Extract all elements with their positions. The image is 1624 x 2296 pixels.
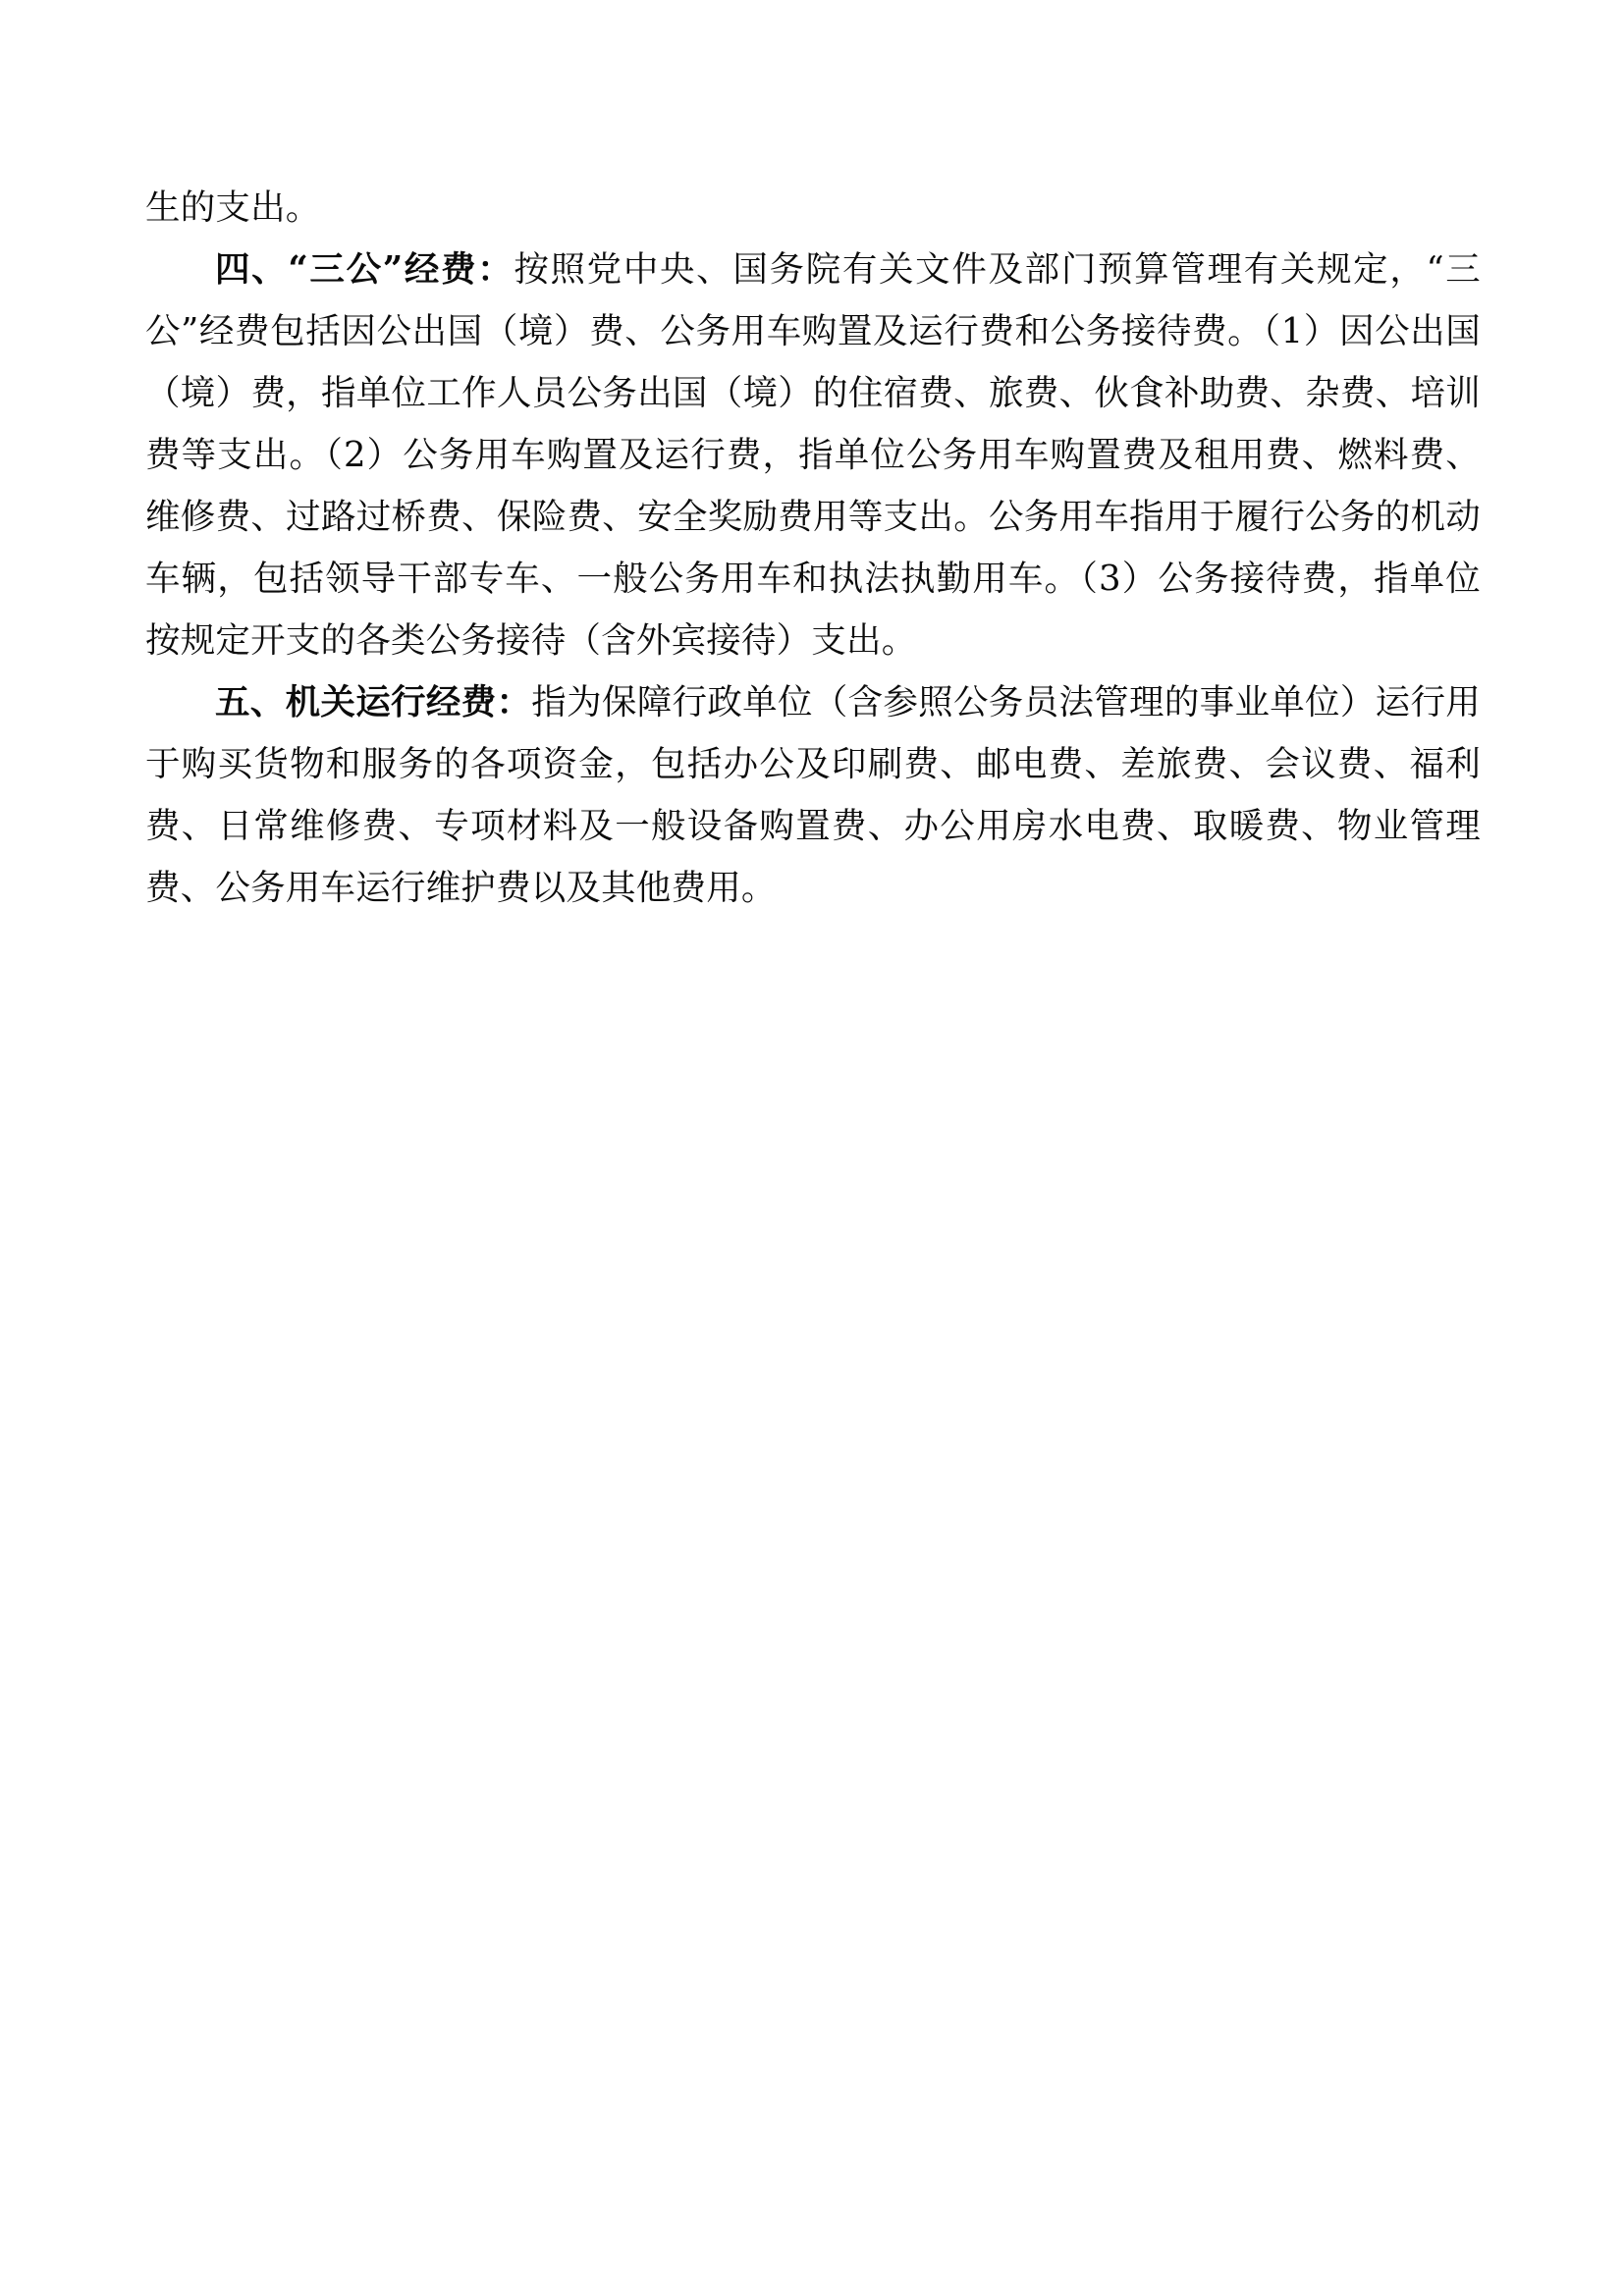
paragraph-lead-label: 四、“三公”经费： (215, 249, 514, 290)
paragraph-text: 生的支出。 (145, 187, 321, 228)
paragraph-continuation (145, 177, 1481, 239)
paragraph-item-four (145, 239, 1481, 671)
paragraph-lead-label: 五、机关运行经费： (215, 682, 532, 722)
paragraph-text: 按照党中央、国务院有关文件及部门预算管理有关规定，“三公”经费包括因公出国（境）费、公务用车购置及运行费和公务接待费。（1）因公出国（境）费，指单位工作人员公务出国（境）的住宿费、旅费、伙食补助费、杂费、培训费等支出。（2）公务用车购置及运行费，指单位公务用车购置费及租用费、燃料费、维修费、过路过桥费、保险费、安全奖励费用等支出。公务用车指用于履行公务的机动车辆，包括领导干部专车、一般公务用车和执法执勤用车。（3）公务接待费，指单位按规定开支的各类公务接待（含外宾接待）支出。 (145, 249, 1481, 661)
document-body (145, 177, 1481, 919)
paragraph-item-five (145, 671, 1481, 919)
paragraph-text: 指为保障行政单位（含参照公务员法管理的事业单位）运行用于购买货物和服务的各项资金，包括办公及印刷费、邮电费、差旅费、会议费、福利费、日常维修费、专项材料及一般设备购置费、办公用房水电费、取暖费、物业管理费、公务用车运行维护费以及其他费用。 (145, 682, 1481, 908)
